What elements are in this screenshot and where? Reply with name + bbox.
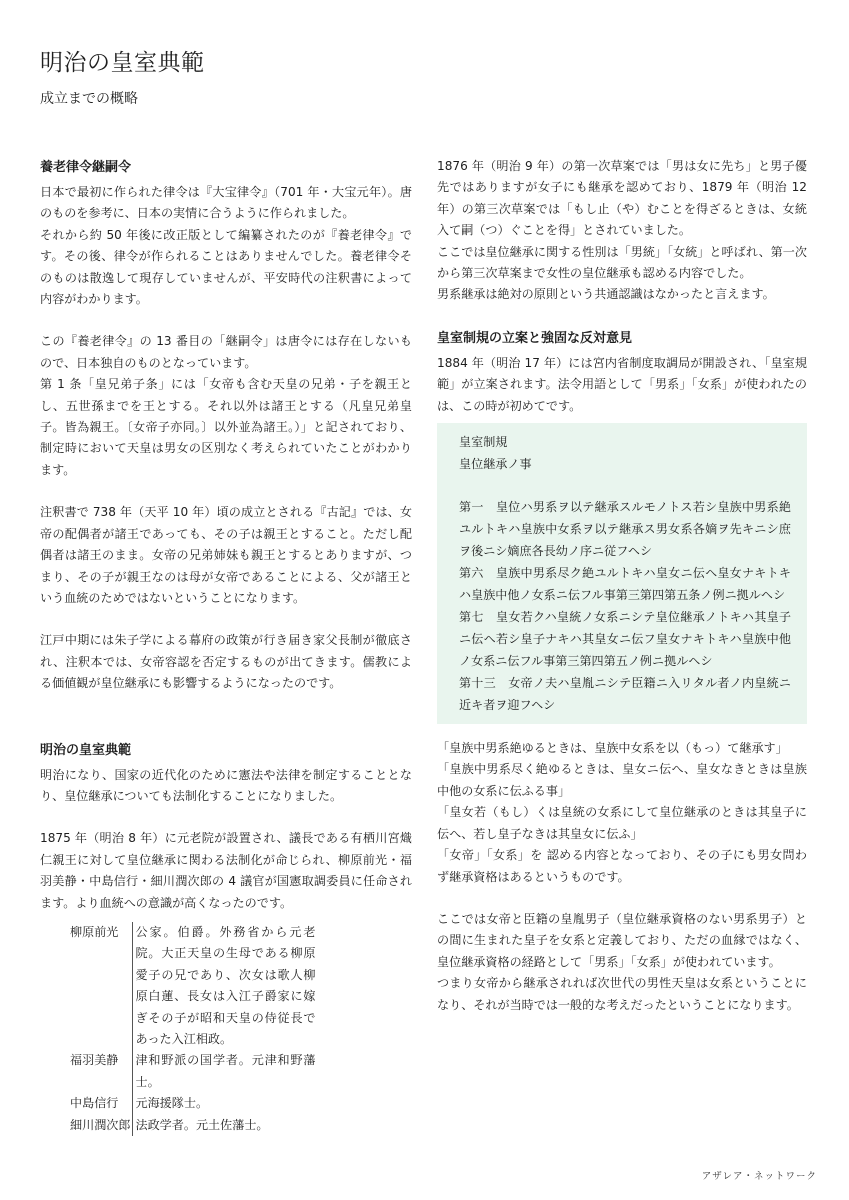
bio-name: 中島信行 xyxy=(70,1096,119,1111)
quote-line: 「皇族中男系絶ゆるときは、皇族中女系を以（もっ）て継承す」 xyxy=(437,741,788,756)
paragraph: 明治になり、国家の近代化のために憲法や法律を制定することとなり、皇位継承についても法制化することになりました。 xyxy=(40,767,412,803)
table-row xyxy=(70,1115,315,1136)
statute-article: 第一 皇位ハ男系ヲ以テ継承スルモノトス若シ皇族中男系絶ユルトキハ皇族中女系ヲ以テ継承ス男女系各嫡ヲ先キニシ庶ヲ後ニシ嫡庶各長幼ノ序ニ従フヘシ xyxy=(459,500,791,559)
statute-article: 第十三 女帝ノ夫ハ皇胤ニシテ臣籍ニ入リタル者ノ内皇統ニ近キ者ヲ迎フヘシ xyxy=(459,676,791,713)
table-row xyxy=(70,922,315,1050)
paragraph: 男系継承は絶対の原則という共通認識はなかったと言えます。 xyxy=(437,287,775,302)
bio-desc: 公家。伯爵。外務省から元老院。大正天皇の生母である柳原愛子の兄であり、次女は歌人柳原白蓮、長女は入江子爵家に嫁ぎその子が昭和天皇の侍従長であった入江相政。 xyxy=(133,922,316,1050)
section-heading-yoro: 養老律令継嗣令 xyxy=(40,160,132,175)
left-column xyxy=(40,156,412,1136)
statute-article: 第七 皇女若クハ皇統ノ女系ニシテ皇位継承ノトキハ其皇子ニ伝ヘ若シ皇子ナキハ其皇女ニ伝フ皇女ナキトキハ皇族中他ノ女系ニ伝フル事第三第四第五ノ例ニ拠ルヘシ xyxy=(459,610,791,669)
table-row xyxy=(70,1050,315,1093)
footer-credit: アザレア・ネットワーク xyxy=(701,1171,817,1182)
right-column xyxy=(437,156,807,1016)
paragraph: 1875 年（明治 8 年）に元老院が設置され、議長である有栖川宮熾仁親王に対して皇位継承に関わる法制化が命じられ、柳原前光・福羽美静・中島信行・細川潤次郎の 4 議官が国憲取調委員に任命されます。より血統への意識が高くなったのです。 xyxy=(40,831,412,910)
bio-desc: 法政学者。元土佐藩士。 xyxy=(133,1115,316,1136)
statute-title: 皇室制規 xyxy=(459,435,508,450)
commissioner-table xyxy=(70,922,315,1136)
paragraph: この『養老律令』の 13 番目の「継嗣令」は唐令には存在しないもので、日本独自のものとなっています。 xyxy=(40,334,412,370)
quote-line: 「皇女若（もし）くは皇統の女系にして皇位継承のときは其皇子に伝へ、若し皇子なきは其皇女に伝ふ」 xyxy=(437,805,807,841)
bio-name: 福羽美静 xyxy=(70,1053,119,1068)
paragraph: 日本で最初に作られた律令は『大宝律令』（701 年・大宝元年）。唐のものを参考に、日本の実情に合うように作られました。 xyxy=(40,185,412,221)
quote-line: 「皇族中男系尽く絶ゆるときは、皇女ニ伝へ、皇女なきときは皇族中他の女系に伝ふる事」 xyxy=(437,762,807,798)
statute-article: 第六 皇族中男系尽ク絶ユルトキハ皇女ニ伝ヘ皇女ナキトキハ皇族中他ノ女系ニ伝フル事第三第四第五条ノ例ニ拠ルヘシ xyxy=(459,566,791,603)
table-row xyxy=(70,1093,315,1114)
paragraph: 1876 年（明治 9 年）の第一次草案では「男は女に先ち」と男子優先ではありますが女子にも継承を認めており、1879 年（明治 12 年）の第三次草案では「もし止（や）むことを得ざるときは、女統入て嗣（つ）ぐことを得」とされていました。 xyxy=(437,159,807,238)
bio-name: 柳原前光 xyxy=(70,924,119,939)
paragraph: つまり女帝から継承されれば次世代の男性天皇は女系ということになり、それが当時では一般的な考えだったということになります。 xyxy=(437,976,807,1012)
paragraph: 注釈書で 738 年（天平 10 年）頃の成立とされる『古記』では、女帝の配偶者が諸王であっても、その子は親王とすること。ただし配偶者は諸王のまま。女帝の兄弟姉妹も親王とするとありますが、つまり、その子が親王なのは母が女帝であることによる、父が諸王という血統のためではないということになります。 xyxy=(40,505,412,605)
paragraph: 「女帝」「女系」を 認める内容となっており、その子にも男女問わず継承資格はあるというものです。 xyxy=(437,848,807,884)
page-title: 明治の皇室典範 xyxy=(40,50,205,76)
bio-name: 細川潤次郎 xyxy=(70,1117,131,1132)
paragraph: ここでは女帝と臣籍の皇胤男子（皇位継承資格のない男系男子）との間に生まれた皇子を女系と定義しており、ただの血縁ではなく、皇位継承資格の経路として「男系」「女系」が使われています。 xyxy=(437,911,807,969)
section-heading-kitei: 皇室制規の立案と強固な反対意見 xyxy=(437,330,633,346)
paragraph: それから約 50 年後に改正版として編纂されたのが『養老律令』です。その後、律令が作られることはありませんでした。養老律令そのものは散逸して現存していませんが、平安時代の注釈書によって内容がわかります。 xyxy=(40,227,412,307)
paragraph: ここでは皇位継承に関する性別は「男統」「女統」と呼ばれ、第一次から第三次草案まで女性の皇位継承も認める内容でした。 xyxy=(437,244,807,281)
bio-desc: 元海援隊士。 xyxy=(133,1093,316,1114)
paragraph: 江戸中期には朱子学による幕府の政策が行き届き家父長制が徹底され、注釈本では、女帝容認を否定するものが出てきます。儒教による価値観が皇位継承にも影響するようになったのです。 xyxy=(40,633,412,691)
statute-subtitle: 皇位継承ノ事 xyxy=(459,457,532,472)
paragraph: 1884 年（明治 17 年）には宮内省制度取調局が開設され、「皇室規範」が立案されます。法令用語として「男系」「女系」が使われたのは、この時が初めてです。 xyxy=(437,355,807,413)
page-subtitle: 成立までの概略 xyxy=(40,91,138,107)
paragraph: 第 1 条「皇兄弟子条」には「女帝も含む天皇の兄弟・子を親王とし、五世孫までを王とする。それ以外は諸王とする（凡皇兄弟皇子。皆為親王。〔女帝子亦同。〕以外並為諸王。）」と記されており、制定時において天皇は男女の区別なく考えられていたことがわかります。 xyxy=(40,377,412,477)
section-heading-meiji: 明治の皇室典範 xyxy=(40,742,132,758)
bio-desc: 津和野派の国学者。元津和野藩士。 xyxy=(133,1050,316,1093)
statute-quote-box xyxy=(437,423,807,724)
